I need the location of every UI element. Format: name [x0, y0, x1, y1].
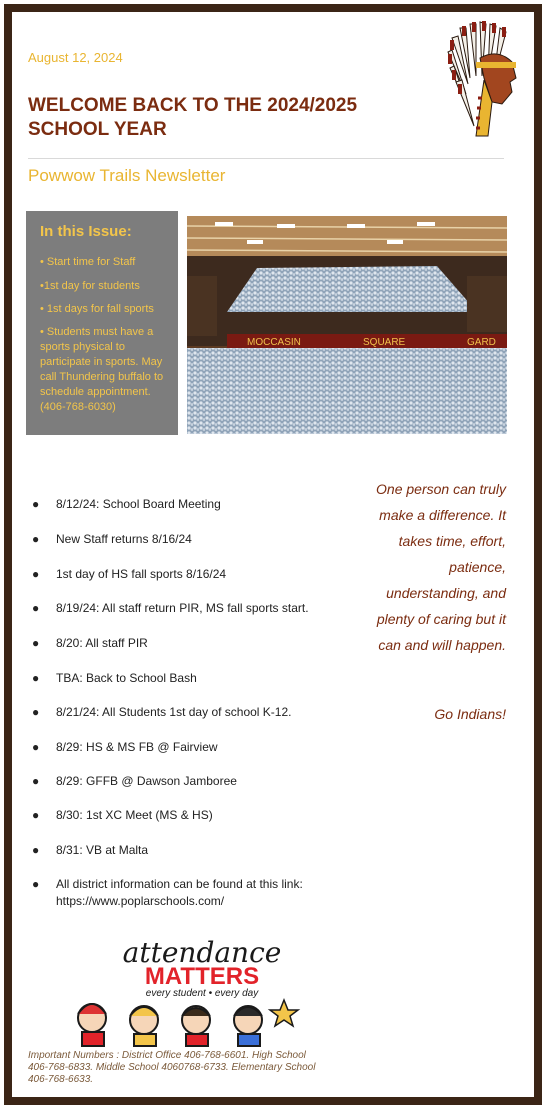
newsletter-date: August 12, 2024	[28, 50, 123, 65]
attendance-matters-graphic	[52, 938, 352, 1048]
bullet-icon: ●	[32, 671, 40, 685]
bullet-icon: ●	[32, 601, 40, 615]
inspirational-quote: One person can truly make a difference. It takes time, effort, patience, understanding, and plenty of caring but it can and will happen.	[376, 481, 506, 653]
banner-text-right: GARD	[467, 337, 496, 348]
divider	[28, 158, 504, 159]
quote-signoff: Go Indians!	[434, 706, 506, 722]
in-this-issue-heading: In this Issue:	[40, 223, 132, 240]
bullet-icon: ●	[32, 567, 40, 581]
newsletter-frame: August 12, 2024 WELCOME BACK TO THE 2024/2025 SCHOOL YEAR Powwow Trails Newsletter In this Issue: • Start time for Staff •1st day for students • 1st days for fall sports • Students must have a sports physical to participate in sports. May call Thundering buffalo to schedule appointment. (406-768-6030) MOCCASIN SQUARE GARD ● 8/12/24: School Board Meeting ● New Staff returns 8/16/24 ● 1st day of HS fall sports 8/16/24 ● 8/19/24: All staff return PIR, MS fall sports start. ● 8/20: All staff PIR ● TBA: Back to School Bash ● 8/21/24: All Students 1st day of school K-12. ● 8/29: HS & MS FB @ Fairview ● 8/29: GFFB @ Dawson Jamboree ● 8/30: 1st XC Meet (MS & HS) ● 8/31: VB at Malta ● All district information can be found at this link: https://www.poplarschools.com/ One person can truly make a difference. It takes time, effort, patience, understanding, and plenty of caring but it can and will happen. Go Indians! attendance MATTERS every student • every day Important Numbers : District Office 406-768-6601. High School 406-768-6833. Middle School 4060768-6733. Elementary School 406-768-6633.	[4, 4, 542, 1105]
bullet-icon: ●	[32, 774, 40, 788]
bullet-icon: ●	[32, 843, 40, 857]
issue-item: •1st day for students	[40, 280, 140, 292]
issue-item: • 1st days for fall sports	[40, 303, 154, 315]
issue-item: • Start time for Staff	[40, 256, 136, 268]
matters-word: MATTERS	[144, 963, 260, 990]
every-student-text: every student • every day	[145, 988, 259, 999]
bullet-icon: ●	[32, 705, 40, 719]
issue-item: • Students must have a sports physical to participate in sports. May call Thundering buffalo to schedule appointment. (406-768-6030)	[40, 326, 164, 413]
kids-illustration-icon	[78, 1000, 298, 1046]
indian-headdress-logo	[440, 18, 530, 138]
bullet-icon: ●	[32, 497, 40, 511]
bullet-icon: ●	[32, 808, 40, 822]
attendance-word: attendance	[122, 938, 282, 969]
newsletter-name: Powwow Trails Newsletter	[28, 166, 226, 185]
banner-text-left: MOCCASIN	[247, 337, 301, 348]
bullet-icon: ●	[32, 636, 40, 650]
bullet-icon: ●	[32, 740, 40, 754]
in-this-issue-box	[26, 211, 178, 435]
bullet-icon: ●	[32, 532, 40, 546]
banner-text-middle: SQUARE	[363, 337, 406, 348]
school-gym-photo	[187, 216, 507, 434]
important-numbers: Important Numbers : District Office 406-768-6601. High School 406-768-6833. Middle School 4060768-6733. Elementary School 406-768-6633.	[28, 1050, 316, 1085]
bullet-icon: ●	[32, 877, 40, 891]
page-title: WELCOME BACK TO THE 2024/2025 SCHOOL YEAR	[28, 95, 358, 140]
